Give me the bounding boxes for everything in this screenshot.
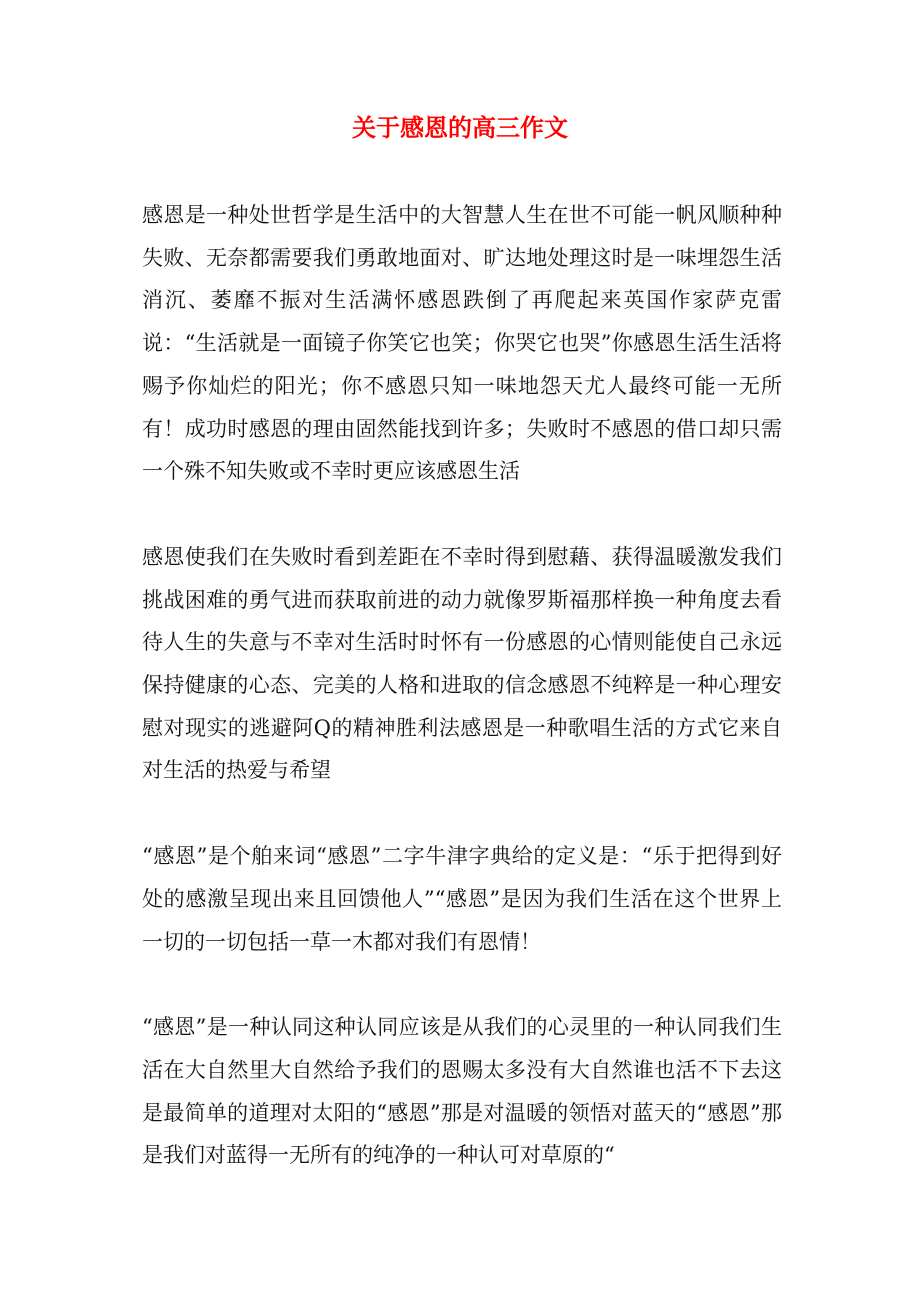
paragraph-3: “感恩”是个舶来词“感恩”二字牛津字典给的定义是：“乐于把得到好处的感激呈现出来且回馈他人”“感恩”是因为我们生活在这个世界上一切的一切包括一草一木都对我们有恩情！	[142, 844, 782, 954]
document-body	[142, 194, 782, 1220]
document-title: 关于感恩的高三作文	[352, 114, 568, 142]
paragraph-2: 感恩使我们在失败时看到差距在不幸时得到慰藉、获得温暖激发我们挑战困难的勇气进而获取前进的动力就像罗斯福那样换一种角度去看待人生的失意与不幸对生活时时怀有一份感恩的心情则能使自己永远保持健康的心态、完美的人格和进取的信念感恩不纯粹是一种心理安慰对现实的逃避阿Q的精神胜利法感恩是一种歌唱生活的方式它来自对生活的热爱与希望	[142, 544, 782, 783]
paragraph-4: “感恩”是一种认同这种认同应该是从我们的心灵里的一种认同我们生活在大自然里大自然给予我们的恩赐太多没有大自然谁也活不下去这是最简单的道理对太阳的“感恩”那是对温暖的领悟对蓝天的“感恩”那是我们对蓝得一无所有的纯净的一种认可对草原的“	[142, 1015, 782, 1168]
paragraph-1: 感恩是一种处世哲学是生活中的大智慧人生在世不可能一帆风顺种种失败、无奈都需要我们勇敢地面对、旷达地处理这时是一味埋怨生活消沉、萎靡不振对生活满怀感恩跌倒了再爬起来英国作家萨克雷说：“生活就是一面镜子你笑它也笑；你哭它也哭”你感恩生活生活将赐予你灿烂的阳光；你不感恩只知一味地怨天尤人最终可能一无所有！成功时感恩的理由固然能找到许多；失败时不感恩的借口却只需一个殊不知失败或不幸时更应该感恩生活	[142, 203, 782, 484]
